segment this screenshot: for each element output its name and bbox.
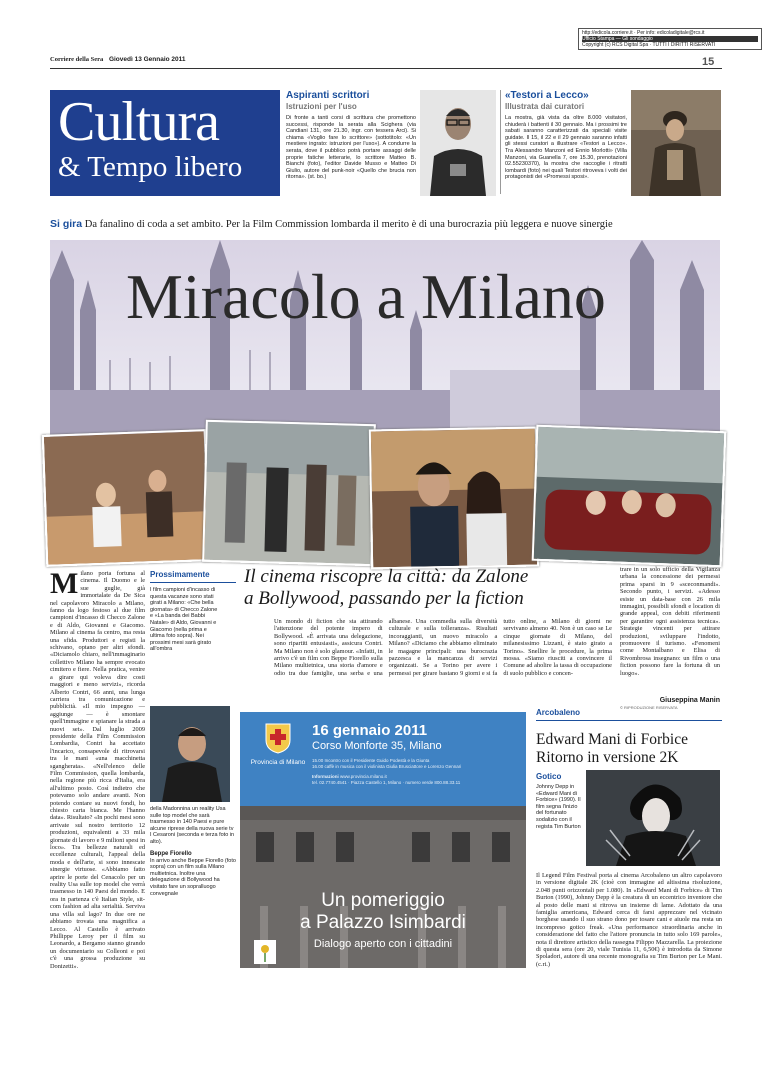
article-col-1 bbox=[50, 570, 145, 1010]
section-box bbox=[50, 90, 280, 196]
teaser-aspiranti-scrittori bbox=[286, 90, 416, 181]
arcobaleno-caption: Johnny Depp in «Edward Mani di Forbice» (1990). Il film segna l'inizio del fortunato sodalizio con il regista Tim Burton bbox=[536, 784, 581, 830]
kicker bbox=[50, 218, 722, 231]
still-zalone bbox=[42, 429, 211, 567]
ad-title-1: Un pomeriggio bbox=[321, 890, 445, 911]
beppe-fiorello-portrait-icon bbox=[150, 706, 230, 802]
masthead-rule bbox=[50, 68, 722, 69]
arcobaleno-title-1: Edward Mani di Forbice bbox=[536, 731, 688, 748]
stamp-line-1: http://edicola.corriere.it · Per info: edicoladigitale@rcs.it bbox=[582, 30, 705, 36]
section-title-tempo-libero: & Tempo libero bbox=[58, 151, 243, 183]
credit: © RIPRODUZIONE RISERVATA bbox=[620, 705, 678, 710]
ad-date: 16 gennaio 2011 bbox=[312, 722, 428, 739]
issue-date: Giovedì 13 Gennaio 2011 bbox=[108, 56, 186, 63]
sidebar-text-1: I film campioni d'incasso di questa vacanze sono stati girati a Milano: «Che bella giornata» di Checco Zalone e «La banda dei Babbi Natale» di Aldo, Giovanni e Giacomo (nella prima e ultima foto sopra). Nei prossimi mesi sarà girato all'ombra bbox=[150, 587, 218, 653]
article-col-1-body: ilano porta fortuna al cinema. Il Duomo e le sue guglie, già immortalate da De Sica nel capolavoro Miracolo a Milano, fanno da logo festoso al due film campioni d'incasso di Checco Zalone e di Aldo, Giovanni e Giacomo. Milano al cinema fa centro, ma resta una sfida. Produttori e registi la schivano, optano per altri sfondi. «Diciamolo chiaro, nell'immaginario collettivo Milano ha sempre evocato cimitero e fiere. Nella pratica, venire a girare qui voleva dire costi maggiori e meno servizi», ricorda Alberto Contri, 66 anni, una lunga carriera tra comunicazione e pubblicità. «Il mio impegno — aggiunge — è smontare quell'immagine e spianare la strada a nuovi set». Dal luglio 2009 presidente della Film Commission Lombardia, Contri ha accettato l'incarico, consapevole di ritrovarsi tra le mani «una macchinetta sgangherata». «Nell'elenco delle Film Commission, quella lombarda, nella regione più ricca d'Italia, era all'ultimo posto. Così indietro che potevamo solo andare avanti. Non potendo contare su nuovi fondi, ho chiesto carta bianca. Me l'hanno data». Risultato? «In pochi mesi sono arrivate sul nostro territorio 12 produzioni, equivalenti a 33 mila giornate di lavoro e 9 milioni spesi in loco». Tra bellezze naturali ed eccellenze culturali, l'appeal della moda e dell'arte, si sono innescate sinergie virtuose. «Abbiamo fatto aprire le porte del Cenacolo per un reality Usa sulle top model che verrà trasmesso in 140 Paesi del mondo. E ora in partenza c'è Italian Style, sit-com fashion ad alta serialità. Serviva una villa sul lago? In due ore ne abbiamo trovata una magnifica a Lecco. Al Castello è arrivato Phillippe Leroy per il film su Leonardo, a Bergamo stanno girando un documentario su Colleoni e poi c'è una grossa produzione su Donizetti». bbox=[50, 570, 145, 970]
sidebar-cont bbox=[150, 806, 236, 897]
article-col-4 bbox=[620, 566, 720, 710]
article-author: Giuseppina Manin bbox=[659, 697, 720, 704]
ad-address: Corso Monforte 35, Milano bbox=[312, 740, 442, 752]
sidebar-text-3: In arrivo anche Beppe Fiorello (foto sopra) con un film sulla Milano multietnica. Inoltre una delegazione di Bollywood ha visitato fare un sopralluogo convegnale bbox=[150, 857, 236, 897]
stamp-line-3: Copyright (c) RCS Digital Spa · TUTTI I DIRITTI RISERVATI bbox=[582, 42, 716, 48]
arcobaleno-title-2: Ritorno in versione 2K bbox=[536, 749, 679, 766]
article-title-line-1: Il cinema riscopre la città: da Zalone bbox=[244, 566, 529, 587]
dropcap: M bbox=[50, 570, 79, 600]
ad-palazzo-isimbardi bbox=[240, 712, 526, 968]
arcobaleno-kicker: Gotico bbox=[536, 772, 562, 781]
article-col-1-text bbox=[50, 570, 145, 1010]
article-title bbox=[244, 566, 624, 610]
ad-info-phone: tel. 02.7740.4541 bbox=[312, 780, 347, 785]
teaser-2-body: La mostra, già vista da oltre 8.000 visitatori, chiuderà i battenti il 30 gennaio. Ma i prossimi tre sabati saranno caratterizzati da speciali visite guidate. Il 15, il 22 e il 29 gennaio saranno infatti gli stessi curatori a illustrare «Testori a Lecco». Tra Alessandro Manzoni ed Ennio Morlotti» (Villa Manzoni, via Guanella 7, ore 15.30, prenotazioni 02.55230370), la mostra che raccoglie i ritratti lombardi (foto) nei quali Testori ritroveva i volti dei protagonisti dei «Promessi sposi». bbox=[505, 115, 627, 181]
still-models bbox=[202, 420, 376, 566]
sidebar-prossimamente bbox=[150, 570, 236, 653]
film-still-models-icon bbox=[204, 422, 374, 564]
stamp-line-2: Ufficio Stampa — Gli sondaggio bbox=[582, 36, 758, 42]
sidebar-text-2: della Madonnina un reality Usa sulle top model che sarà trasmesso in 140 Paesi e pure alcune riprese della nuova serie tv I Cesaroni (seconda e terza foto in alto). bbox=[150, 806, 235, 845]
teaser-1-subtitle: Istruzioni per l'uso bbox=[286, 102, 357, 111]
province-crest-icon bbox=[263, 720, 293, 754]
ad-logo bbox=[248, 720, 308, 767]
ad-subtitle: Dialogo aperto con i cittadini bbox=[313, 938, 453, 950]
paper-name: Corriere della Sera bbox=[50, 56, 104, 63]
teaser-1-title: Aspiranti scrittori bbox=[286, 90, 370, 101]
film-still-restaurant-icon bbox=[44, 431, 208, 565]
man-portrait-icon bbox=[420, 90, 496, 196]
article-title-line-2: a Bollywood, passando per la fiction bbox=[244, 588, 524, 609]
article-col-3-body: Un mondo di fiction che sta attirando l'attenzione del potente impero di Bollywood. «È arrivata una delegazione, sono ripartiti entusiasti», assicura Contri. Ma Milano non è solo glamour. «Infatti, in arrivo c'è un film con Beppe Fiorello sulla Milano multietnica, una storia d'amore e odio tra due famiglie, una serba e una albanese. Una commedia sulla diversità culturale e sulla tolleranza». Risultati incoraggianti, un nuovo miracolo a Milano? «Diciamo che abbiamo eliminato le magagne principali: una burocrazia pazzesca e la mancanza di servizi organizzati. Se a Torino per avere i permessi per girare bastano 9 giorni e si fa tutto online, a Milano di giorni ne servivano almeno 40. Non è un caso se Le cinque giornate di Milano, del milanesissimo Lizzani, è stato girato a Torino». Snellire le procedure, la prima mossa. «Siamo riusciti a convincere il Comune ad aholire la tassa di occupazione di suolo pubblico e concen- bbox=[274, 618, 612, 677]
ad-schedule-1: 15.00 Incontro con il Presidente Guido Podestà e la Giunta bbox=[312, 758, 430, 763]
teaser-2-subtitle: Illustrata dai curatori bbox=[505, 102, 585, 111]
arcobaleno-heading: Arcobaleno bbox=[536, 708, 722, 721]
teaser-1-photo bbox=[420, 90, 496, 196]
section-title-cultura: Cultura bbox=[58, 91, 219, 153]
teaser-2-title: «Testori a Lecco» bbox=[505, 90, 589, 101]
ad-title-2: a Palazzo Isimbardi bbox=[300, 912, 466, 933]
painting-portrait-icon bbox=[631, 90, 721, 196]
film-still-car-icon bbox=[534, 427, 724, 565]
arcobaleno-body: Il Legend Film Festival porta al cinema Arcobaleno un altro capolavoro in versione digitale 2K (cioè con immagine ad altissima risoluzione, 2.048 punti orizzontali per 1.080). In «Edward Mani di Forbice» di Tim Burton (1990), Johnny Depp è la creatura di un eccentrico inventore che al posto delle mani si ritrova un insieme di lame. Adottato da una famiglia americana, Edward cerca di farsi apprezzare nel vicinato borghese usando il suo strano dono per tosare cani e aiuole ma resta un incompreso gotico freak. «Una performance straordinaria anche in considerazione del fatto che l'attore pronuncia in tutto solo 169 parole», nota il direttore artistico della rassegna Filippo Mazzarella. La proiezione di questa sera (ore 20, viale Tunisia 11, 6,50€) è introdotta da Simone Spoladori, autore di una recente monografia su Tim Burton per Le Mani. (c.ri.) bbox=[536, 872, 722, 968]
ad-schedule bbox=[312, 758, 518, 770]
masthead bbox=[50, 56, 722, 68]
main-headline: Miracolo a Milano bbox=[126, 261, 606, 332]
ad-info: Informazioni www.provincia.milano.it tel. 02.7740.4541 · Piazza Castello 1, Milano · numero verde 800.88.33.11 bbox=[312, 774, 461, 785]
ad-info-web[interactable]: www.provincia.milano.it bbox=[340, 774, 387, 779]
teaser-divider bbox=[500, 90, 501, 194]
kicker-label: Si gira bbox=[50, 218, 83, 230]
still-aldo-giovanni-giacomo bbox=[532, 425, 727, 568]
sidebar-heading: Prossimamente bbox=[150, 570, 236, 583]
edward-portrait-icon bbox=[586, 770, 720, 866]
copyright-stamp bbox=[578, 28, 762, 50]
arcobaleno-box bbox=[536, 708, 722, 767]
page-number: 15 bbox=[702, 56, 715, 68]
ad-org: Provincia di Milano bbox=[250, 759, 306, 766]
ad-schedule-2: 16.00 caffè in musica con il violinista Giulia Brusciattore e Lorenzo Gennari bbox=[312, 764, 462, 769]
ad-info-venue: Piazza Castello 1, Milano bbox=[350, 780, 402, 785]
flower-logo-icon bbox=[254, 940, 276, 964]
teaser-testori-a-lecco bbox=[505, 90, 627, 181]
article-col-3 bbox=[274, 618, 612, 704]
kicker-text: Da fanalino di coda a set ambito. Per la Film Commission lombarda il merito è di una burocrazia più leggera e nuove sinergie bbox=[84, 219, 613, 230]
ad-info-label: Informazioni bbox=[312, 774, 339, 779]
teaser-2-photo bbox=[631, 90, 721, 196]
film-still-couple-icon bbox=[371, 429, 537, 568]
still-cesaroni bbox=[369, 427, 539, 570]
article-col-4-body: trare in un solo ufficio della Vigilanza urbana la concessione dei permessi prima sparsi in 9 «sceconmandi». Secondo punto, i servizi. «Adesso esiste un data-base con 26 mila immagini, possibili sfondi e location di grande appeal, con debiti riferimenti per garantire ogni assistenza tecnica». Strategie vincenti per attirare produzioni, sviluppare l'indotto, promuovere il turismo. «Fenomeni come Montalbano e Elisa di Rivombrosa insegnano: un film o una fiction possono fare la fortuna di un luogo». bbox=[620, 566, 720, 677]
sidebar-beppe-title: Beppe Fiorello bbox=[150, 850, 192, 857]
ad-info-number: numero verde 800.88.33.11 bbox=[405, 780, 461, 785]
edward-scissorhands-photo bbox=[586, 770, 720, 866]
beppe-fiorello-photo bbox=[150, 706, 230, 802]
teaser-1-body: Di fronte a tanti corsi di scrittura che promettono successi, risponde la serata alla Scighera (via Candiani 131, ore 21.30, ingr. con tessera Arci). Si chiama «Voglio fare lo scrittore» (sottotitolo: «Un mestiere ingrato: istruzioni per l'uso»). A condurre la serata, dove il pubblico potrà portare assaggi delle proprie fatiche letterarie, lo scrittore Matteo B. Bianchi (foto), l'editor Davide Musso e Matteo Di Giulio, autore del punk-noir «Quello che brucia non ritorna». (st. bo.) bbox=[286, 115, 416, 181]
